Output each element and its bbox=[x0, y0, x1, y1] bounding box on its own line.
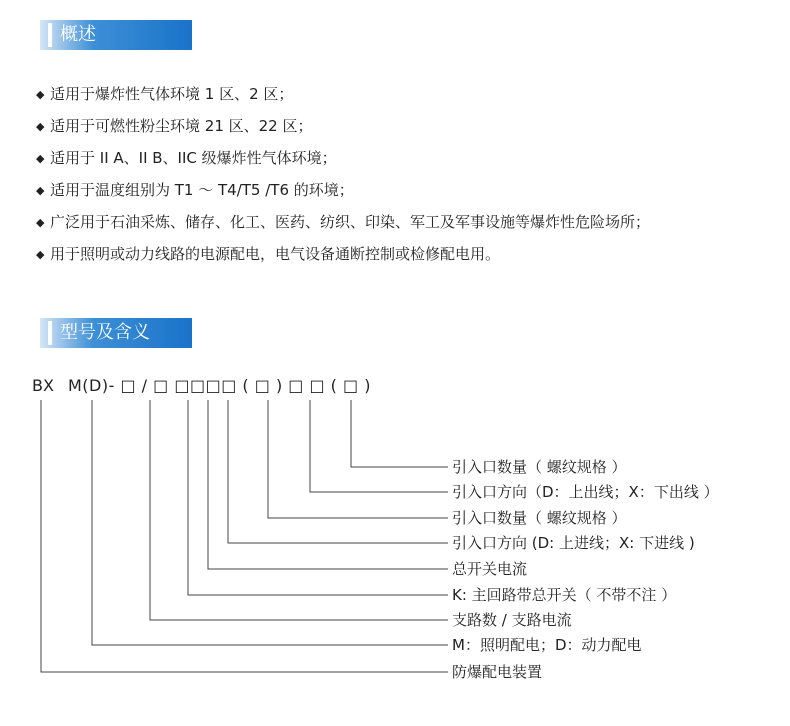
legend-label: M：照明配电；D：动力配电 bbox=[452, 636, 642, 654]
connector-line bbox=[150, 400, 448, 620]
legend-label: K: 主回路带总开关（ 不带不注 ） bbox=[452, 586, 677, 604]
diamond-icon: ◆ bbox=[36, 152, 45, 165]
model-code-text: M(D)- □ / □ □□□□ ( □ ) □ □ ( □ ) bbox=[68, 376, 371, 395]
connector-line bbox=[268, 400, 448, 518]
model-title: 型号及含义 bbox=[60, 322, 150, 343]
diamond-icon: ◆ bbox=[36, 88, 45, 101]
connector-line bbox=[228, 400, 448, 543]
diamond-icon: ◆ bbox=[36, 216, 45, 229]
list-item-text: 适用于温度组别为 T1 ～ T4/T5 /T6 的环境； bbox=[50, 181, 354, 199]
connector-line bbox=[92, 400, 448, 645]
legend-label: 引入口方向（D：上出线；X：下出线 ） bbox=[452, 483, 719, 501]
connector-line bbox=[188, 400, 448, 595]
list-item-text: 广泛用于石油采炼、储存、化工、医药、纺织、印染、军工及军事设施等爆炸性危险场所； bbox=[50, 213, 651, 231]
legend-label: 引入口数量（ 螺纹规格 ） bbox=[452, 509, 627, 527]
legend-label: 总开关电流 bbox=[452, 560, 528, 578]
list-item-text: 适用于可燃性粉尘环境 21 区、22 区； bbox=[50, 117, 313, 135]
legend-label: 引入口数量（ 螺纹规格 ） bbox=[452, 458, 627, 476]
connector-line bbox=[208, 400, 448, 569]
connector-line bbox=[310, 400, 448, 492]
legend-label: 防爆配电装置 bbox=[452, 663, 543, 681]
list-item-text: 适用于 II A、II B、IIC 级爆炸性气体环境； bbox=[50, 149, 337, 167]
diamond-icon: ◆ bbox=[36, 184, 45, 197]
connector-line bbox=[351, 400, 448, 467]
connector-line bbox=[41, 400, 448, 672]
diamond-icon: ◆ bbox=[36, 248, 45, 261]
overview-title: 概述 bbox=[60, 24, 96, 45]
list-item-text: 适用于爆炸性气体环境 1 区、2 区； bbox=[50, 85, 294, 103]
model-prefix: BX bbox=[32, 376, 54, 395]
diamond-icon: ◆ bbox=[36, 120, 45, 133]
list-item-text: 用于照明或动力线路的电源配电，电气设备通断控制或检修配电用。 bbox=[50, 245, 501, 263]
legend-label: 引入口方向 (D: 上进线；X: 下进线 ) bbox=[452, 534, 695, 552]
legend-label: 支路数 / 支路电流 bbox=[452, 611, 572, 629]
